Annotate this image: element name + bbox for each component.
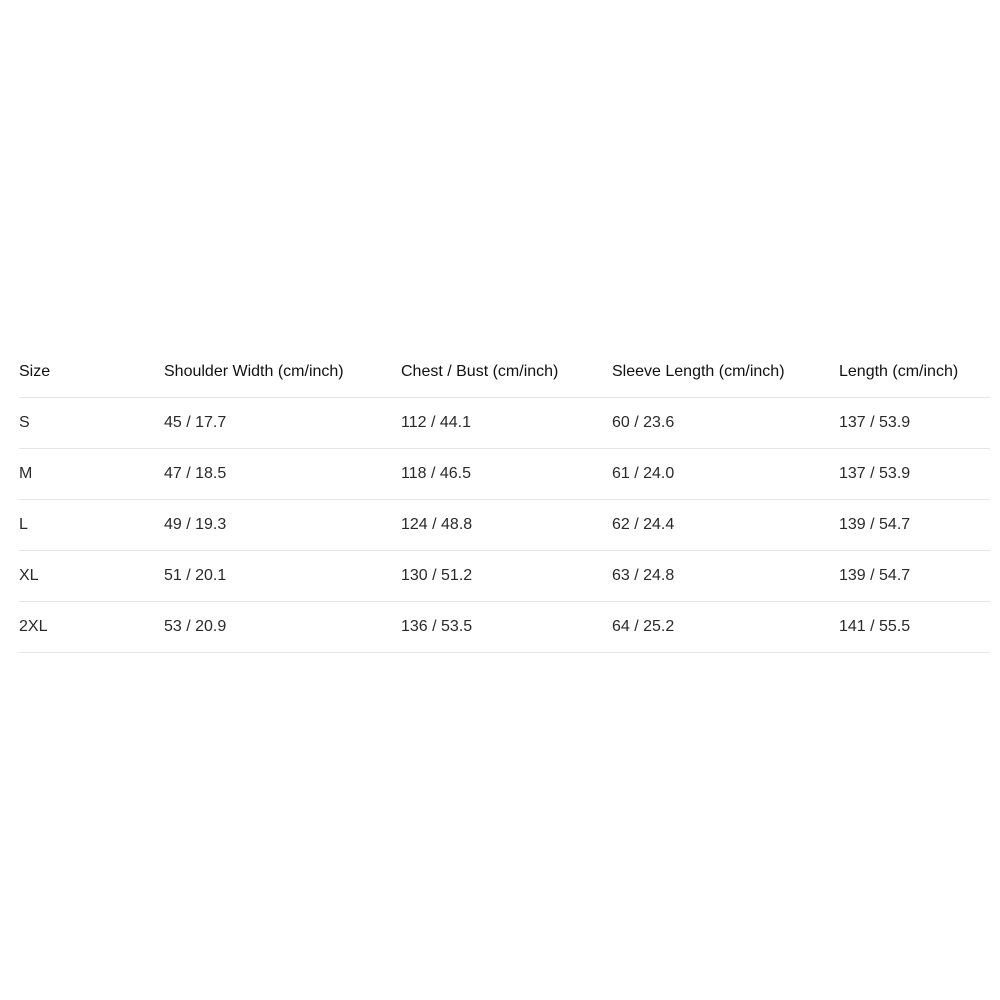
- cell-shoulder-width: 49 / 19.3: [164, 500, 401, 551]
- size-chart-table: [19, 347, 990, 653]
- table-row: [19, 449, 990, 500]
- cell-chest-bust: 112 / 44.1: [401, 398, 612, 449]
- table-row: [19, 551, 990, 602]
- table-row: [19, 500, 990, 551]
- cell-sleeve-length: 61 / 24.0: [612, 449, 839, 500]
- column-header-sleeve-length: Sleeve Length (cm/inch): [612, 347, 839, 398]
- column-header-size: Size: [19, 347, 164, 398]
- cell-sleeve-length: 63 / 24.8: [612, 551, 839, 602]
- cell-size: S: [19, 398, 164, 449]
- column-header-length: Length (cm/inch): [839, 347, 990, 398]
- cell-size: M: [19, 449, 164, 500]
- table-row: [19, 602, 990, 653]
- cell-shoulder-width: 47 / 18.5: [164, 449, 401, 500]
- cell-size: 2XL: [19, 602, 164, 653]
- cell-size: XL: [19, 551, 164, 602]
- table-row: [19, 398, 990, 449]
- cell-chest-bust: 118 / 46.5: [401, 449, 612, 500]
- cell-length: 139 / 54.7: [839, 551, 990, 602]
- table-header: [19, 347, 990, 398]
- cell-chest-bust: 130 / 51.2: [401, 551, 612, 602]
- cell-shoulder-width: 53 / 20.9: [164, 602, 401, 653]
- cell-sleeve-length: 60 / 23.6: [612, 398, 839, 449]
- cell-length: 141 / 55.5: [839, 602, 990, 653]
- cell-length: 137 / 53.9: [839, 449, 990, 500]
- table-body: [19, 398, 990, 653]
- cell-shoulder-width: 51 / 20.1: [164, 551, 401, 602]
- cell-length: 137 / 53.9: [839, 398, 990, 449]
- cell-sleeve-length: 62 / 24.4: [612, 500, 839, 551]
- header-row: [19, 347, 990, 398]
- cell-chest-bust: 124 / 48.8: [401, 500, 612, 551]
- column-header-shoulder-width: Shoulder Width (cm/inch): [164, 347, 401, 398]
- cell-sleeve-length: 64 / 25.2: [612, 602, 839, 653]
- cell-length: 139 / 54.7: [839, 500, 990, 551]
- cell-shoulder-width: 45 / 17.7: [164, 398, 401, 449]
- column-header-chest-bust: Chest / Bust (cm/inch): [401, 347, 612, 398]
- cell-chest-bust: 136 / 53.5: [401, 602, 612, 653]
- cell-size: L: [19, 500, 164, 551]
